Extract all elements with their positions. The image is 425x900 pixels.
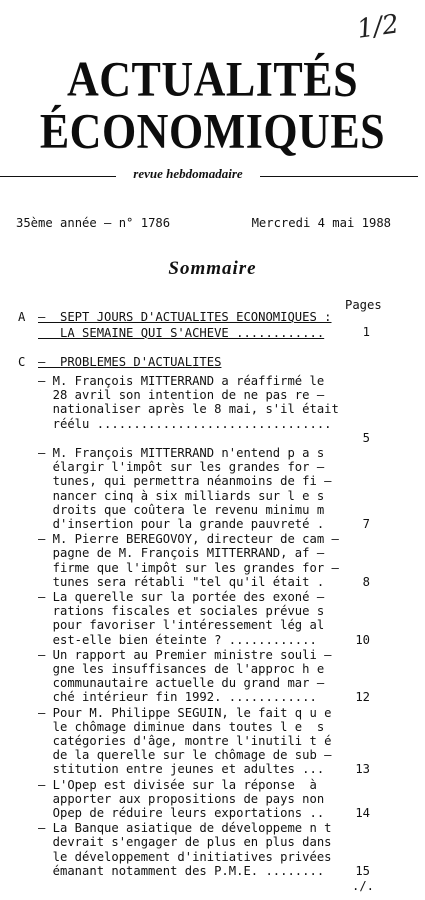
item-7-page: 14 [355, 806, 370, 820]
item-8-line-4: émanant notamment des P.M.E. ........ [38, 863, 325, 878]
item-6-line-5: stitution entre jeunes et adultes ... [38, 762, 325, 777]
item-4-line-2: rations fiscales et sociales prévue s [38, 604, 325, 619]
section-a-line-1: – SEPT JOURS D'ACTUALITES ECONOMIQUES : [38, 310, 332, 324]
item-8-line-1: – La Banque asiatique de développeme n t [38, 821, 332, 836]
item-5-line-1: – Un rapport au Premier ministre souli – [38, 647, 332, 662]
item-3-line-2: pagne de M. François MITTERRAND, af – [38, 546, 325, 561]
pages-column-label: Pages [345, 298, 382, 312]
item-6-page: 13 [355, 762, 370, 777]
item-4-line-1: – La querelle sur la portée des exoné – [38, 590, 325, 604]
section-a-page: 1 [362, 325, 370, 339]
section-c-line-1: – PROBLEMES D'ACTUALITES [38, 355, 222, 369]
item-5-line-2: gne les insuffisances de l'approc h e [38, 662, 325, 676]
item-5-line-3: communautaire actuelle du grand mar – [38, 676, 325, 691]
item-5-line-4: ché intérieur fin 1992. ............ [38, 690, 317, 705]
section-a-line-2: LA SEMAINE QUI S'ACHEVE ............ [38, 326, 325, 340]
rule-left [0, 176, 116, 177]
item-2-line-5: droits que coûtera le revenu minimu m [38, 502, 325, 517]
subtitle-rule [0, 166, 425, 186]
item-1-line-1: – M. François MITTERRAND a réaffirmé le [38, 374, 325, 388]
item-8-page: 15 [355, 863, 370, 878]
subtitle: revue hebdomadaire [133, 166, 243, 181]
item-2-line-4: nancer cinq à six milliards sur l e s [38, 488, 325, 503]
sommaire-title: Sommaire [168, 258, 257, 279]
item-6-line-2: le chômage diminue dans toutes l e s [38, 719, 325, 734]
item-3-line-3: firme que l'impôt sur les grandes for – [38, 560, 339, 575]
rule-right [260, 176, 418, 177]
item-7-line-3: Opep de réduire leurs exportations .. [38, 806, 325, 820]
section-letter-c: C [18, 355, 26, 369]
item-1-line-2: 28 avril son intention de ne pas re – [38, 388, 325, 403]
item-4-line-4: est-elle bien éteinte ? ............ [38, 632, 317, 647]
item-2-line-2: élargir l'impôt sur les grandes for – [38, 460, 325, 475]
item-2-line-3: tunes, qui permettra néanmoins de fi – [38, 474, 332, 489]
item-4-page: 10 [355, 632, 370, 647]
section-letter-a: A [18, 310, 26, 324]
item-7-line-2: apporter aux propositions de pays non [38, 791, 325, 806]
item-4-line-3: pour favoriser l'intéressement lég al [38, 618, 325, 633]
masthead-line-1: ACTUALITÉS [66, 52, 359, 107]
item-6-line-1: – Pour M. Philippe SEGUIN, le fait q u e [38, 705, 332, 720]
item-8-line-3: le développement d'initiatives privées [38, 849, 332, 864]
item-1-line-4: réélu ................................ [38, 416, 332, 431]
item-6-line-4: de la querelle sur le chômage de sub – [38, 748, 332, 763]
issue-date: Mercredi 4 mai 1988 [251, 216, 391, 230]
item-8-line-2: devrait s'engager de plus en plus dans [38, 835, 332, 850]
masthead-line-2: ÉCONOMIQUES [39, 104, 386, 159]
continuation-mark: ./. [352, 879, 375, 893]
issue-number: 35ème année – n° 1786 [16, 216, 171, 230]
item-3-line-1: – M. Pierre BEREGOVOY, directeur de cam – [38, 532, 339, 547]
item-1-page: 5 [362, 430, 370, 445]
item-6-line-3: catégories d'âge, montre l'inutili t é [38, 734, 332, 748]
item-1-line-3: nationaliser après le 8 mai, s'il était [38, 402, 339, 417]
item-7-line-1: – L'Opep est divisée sur la réponse à [38, 777, 317, 792]
item-2-line-6: d'insertion pour la grande pauvreté . [38, 517, 325, 531]
handwritten-page-annotation: 1/2 [355, 9, 401, 45]
item-3-page: 8 [362, 574, 370, 589]
item-2-line-1: – M. François MITTERRAND n'entend p a s [38, 446, 325, 460]
item-3-line-4: tunes sera rétabli "tel qu'il était . [38, 574, 325, 589]
item-5-page: 12 [355, 690, 370, 705]
item-2-page: 7 [362, 517, 370, 531]
